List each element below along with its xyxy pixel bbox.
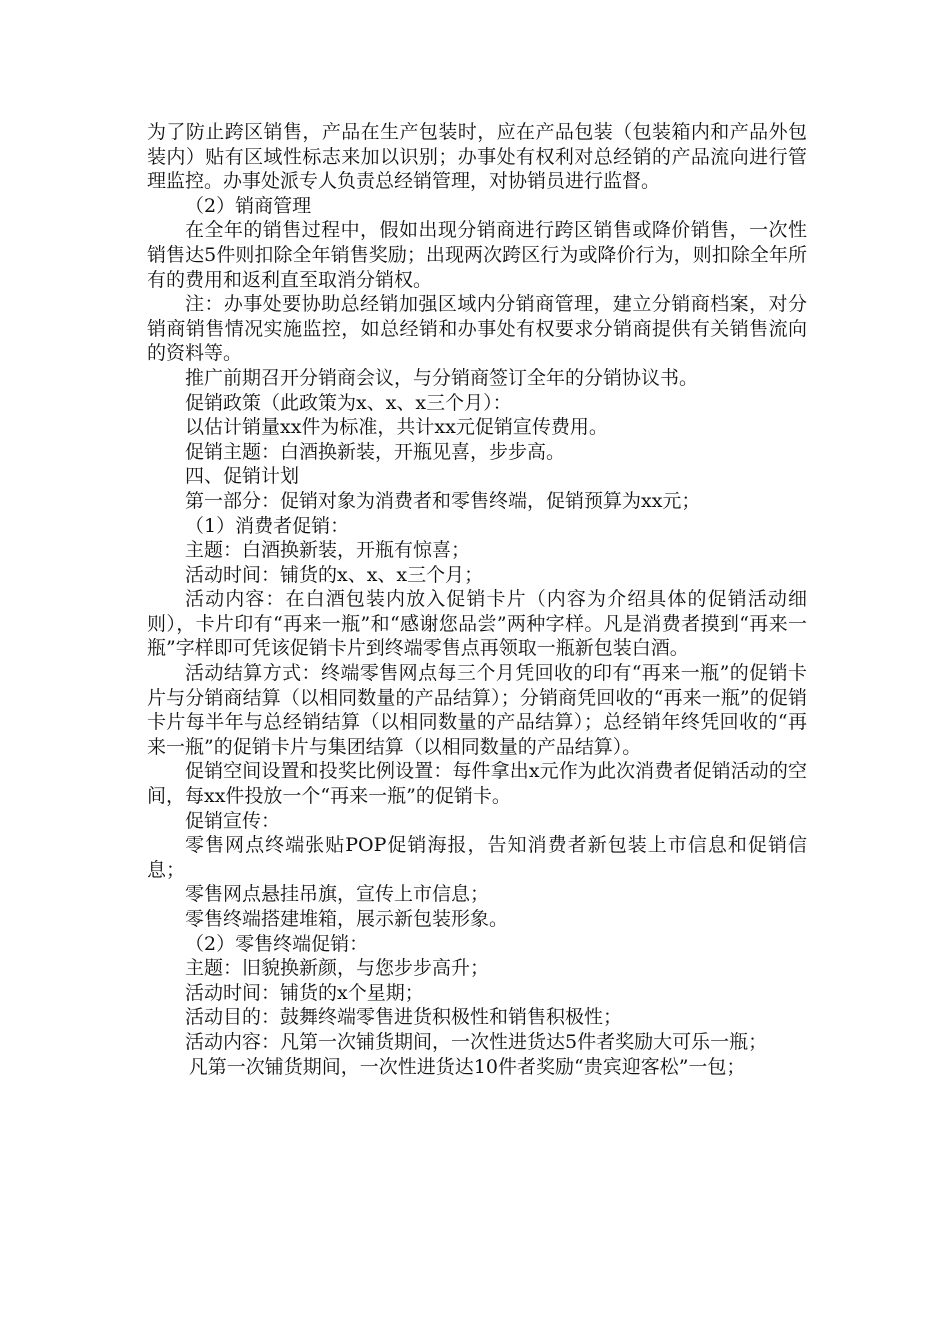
section-heading: （1）消费者促销： (185, 514, 350, 537)
paragraph: 活动结算方式：终端零售网点每三个月凭回收的印有“再来一瓶”的促销卡片与分销商结算（以相同数量的产品结算）；分销商凭回收的“再来一瓶”的促销卡片每半年与总经销结算（以相同数量的产品结算）；总经销年终凭回收的“再来一瓶”的促销卡片与集团结算（以相同数量的产品结算）。 (147, 662, 807, 758)
paragraph: 注：办事处要协助总经销加强区域内分销商管理，建立分销商档案，对分销商销售情况实施监控，如总经销和办事处有权要求分销商提供有关销售流向的资料等。 (147, 293, 807, 365)
section-heading: 四、促销计划 (185, 465, 300, 488)
paragraph: 凡第一次铺货期间，一次性进货达10件者奖励“贵宾迎客松”一包； (188, 1055, 746, 1078)
paragraph: 零售网点悬挂吊旗，宣传上市信息； (185, 883, 490, 906)
section-heading: （2）零售终端促销： (185, 932, 369, 955)
paragraph: 促销宣传： (185, 809, 281, 832)
paragraph: 主题：旧貌换新颜，与您步步高升； (185, 957, 490, 980)
paragraph: 在全年的销售过程中，假如出现分销商进行跨区销售或降价销售，一次性销售达5件则扣除全年销售奖励；出现两次跨区行为或降价行为，则扣除全年所有的费用和返利直至取消分销权。 (147, 219, 807, 291)
paragraph: 活动时间：铺货的x个星期； (185, 981, 424, 1004)
paragraph: 促销政策（此政策为x、x、x三个月）： (185, 391, 512, 414)
paragraph: 促销空间设置和投奖比例设置：每件拿出x元作为此次消费者促销活动的空间，每xx件投放一个“再来一瓶”的促销卡。 (147, 760, 807, 808)
paragraph: 活动目的：鼓舞终端零售进货积极性和销售积极性； (185, 1006, 623, 1029)
paragraph: 第一部分：促销对象为消费者和零售终端，促销预算为xx元； (185, 489, 701, 512)
paragraph: 活动内容：在白酒包装内放入促销卡片（内容为介绍具体的促销活动细则），卡片印有“再来一瓶”和“感谢您品尝”两种字样。凡是消费者摸到“再来一瓶”字样即可凭该促销卡片到终端零售点再领取一瓶新包装白酒。 (147, 588, 807, 660)
paragraph: 零售网点终端张贴POP促销海报，告知消费者新包装上市信息和促销信息； (147, 834, 807, 881)
paragraph: 促销主题：白酒换新装，开瓶见喜，步步高。 (185, 440, 566, 463)
document-body (147, 120, 807, 1079)
paragraph: 主题：白酒换新装，开瓶有惊喜； (185, 539, 471, 562)
paragraph: 为了防止跨区销售，产品在生产包装时，应在产品包装（包装箱内和产品外包装内）贴有区域性标志来加以识别；办事处有权利对总经销的产品流向进行管理监控。办事处派专人负责总经销管理，对协销员进行监督。 (147, 121, 807, 193)
paragraph: 活动内容：凡第一次铺货期间，一次性进货达5件者奖励大可乐一瓶； (185, 1030, 768, 1053)
paragraph: 推广前期召开分销商会议，与分销商签订全年的分销协议书。 (185, 366, 699, 389)
paragraph: 以估计销量xx件为标准，共计xx元促销宣传费用。 (185, 416, 608, 439)
section-heading: （2）销商管理 (185, 194, 312, 217)
paragraph: 零售终端搭建堆箱，展示新包装形象。 (185, 908, 509, 930)
paragraph: 活动时间：铺货的x、x、x三个月； (185, 563, 484, 586)
